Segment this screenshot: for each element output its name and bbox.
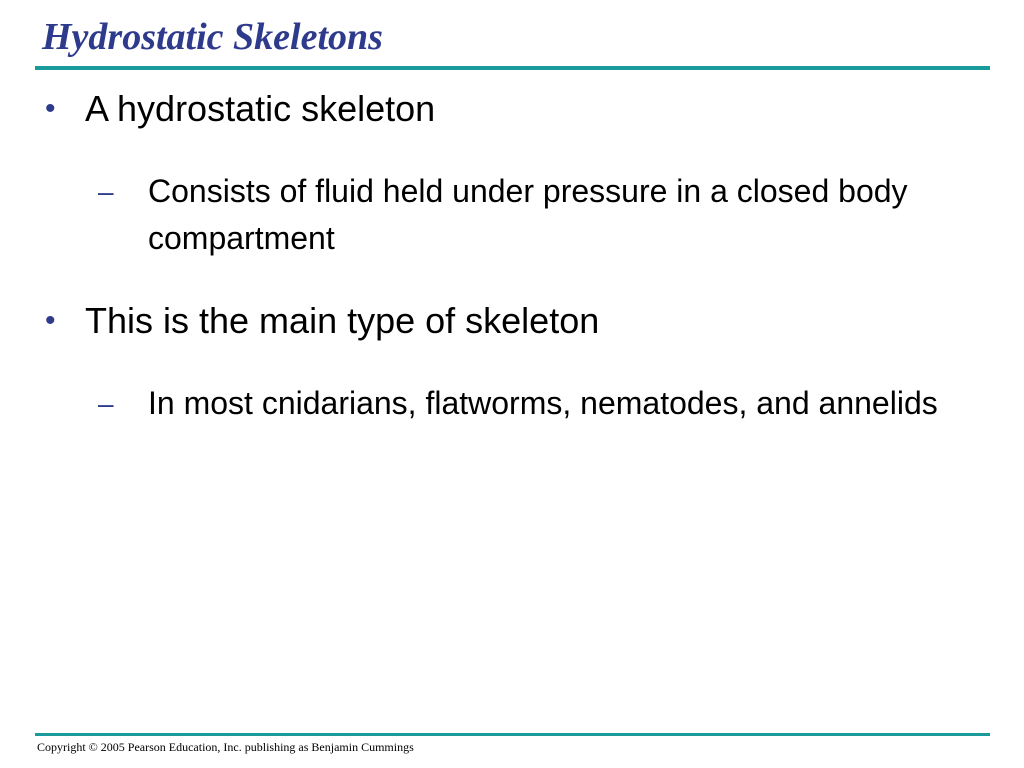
bullet-text: This is the main type of skeleton xyxy=(85,300,600,341)
bullet-marker: • xyxy=(45,92,56,125)
sub-bullet-text: Consists of fluid held under pressure in a closed body compartment xyxy=(148,173,908,256)
bullet-text: A hydrostatic skeleton xyxy=(85,88,436,129)
slide-title: Hydrostatic Skeletons xyxy=(42,16,383,58)
bullet-marker: • xyxy=(45,304,56,337)
title-divider xyxy=(35,66,990,70)
sub-bullet-marker: – xyxy=(98,388,114,419)
footer-divider xyxy=(35,733,990,736)
copyright-notice: Copyright © 2005 Pearson Education, Inc. publishing as Benjamin Cummings xyxy=(37,740,414,754)
sub-bullet-text: In most cnidarians, flatworms, nematodes, and annelids xyxy=(148,385,938,421)
sub-bullet-marker: – xyxy=(98,176,114,207)
